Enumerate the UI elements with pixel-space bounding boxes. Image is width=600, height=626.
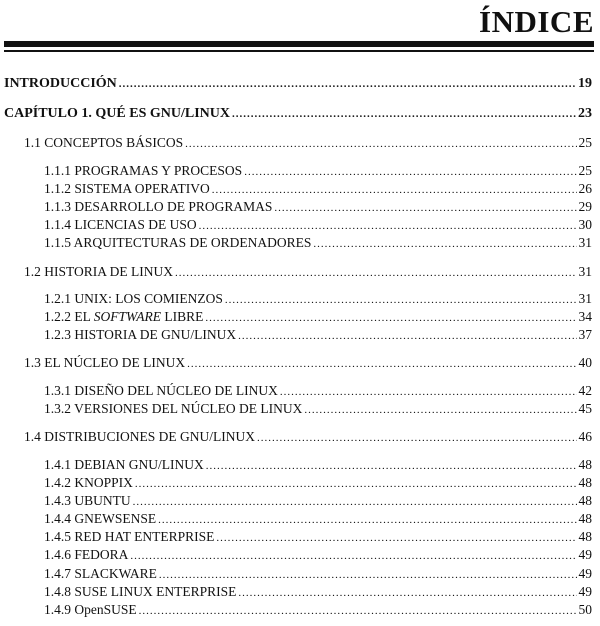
toc-entry-1-4[interactable] [24,429,592,445]
toc-entry-label: 1.4.8 SUSE LINUX ENTERPRISE [44,584,237,599]
toc-entry-1-1-5[interactable] [44,235,592,251]
toc-entry-1-2-2[interactable] [44,309,592,325]
toc-entry-label: 1.1.5 ARQUITECTURAS DE ORDENADORES [44,235,312,250]
toc-entry-label: 1.1.2 SISTEMA OPERATIVO [44,181,210,196]
dot-leader [216,533,576,544]
toc-entry-page: 49 [578,584,592,599]
toc-entry-label-italic: SOFTWARE [93,309,162,324]
dot-leader [232,109,576,120]
toc-entry-label: 1.2.1 UNIX: LOS COMIENZOS [44,291,223,306]
toc-entry-1-4-2[interactable] [44,475,592,491]
toc-entry-capitulo-1[interactable] [4,106,592,122]
toc-entry-1-4-5[interactable] [44,529,592,545]
toc-entry-page: 25 [578,135,592,150]
toc-entry-label: 1.4.2 KNOPPIX [44,475,133,490]
dot-leader [212,185,577,196]
dot-leader [158,515,576,526]
toc-entry-1-1-1[interactable] [44,163,592,179]
toc-entry-page: 31 [578,264,592,279]
toc-entry-page: 31 [578,291,592,306]
toc-entry-1-4-3[interactable] [44,493,592,509]
toc-entry-1-4-4[interactable] [44,511,592,527]
toc-entry-page: 50 [578,602,592,617]
toc-entry-page: 48 [578,457,592,472]
dot-leader [187,359,576,370]
title-rule-thin [4,50,594,52]
dot-leader [139,606,577,617]
dot-leader [244,167,576,178]
dot-leader [206,461,577,472]
toc-entry-label: 1.2.3 HISTORIA DE GNU/LINUX [44,327,237,342]
toc-entry-label: 1.1 CONCEPTOS BÁSICOS [24,135,184,150]
dot-leader [238,331,576,342]
dot-leader [274,203,576,214]
toc-entry-label-pre: 1.2.2 EL [44,309,94,324]
toc-entry-1-1-2[interactable] [44,181,592,197]
toc-entry-label: 1.2 HISTORIA DE LINUX [24,264,173,279]
toc-entry-1-2-1[interactable] [44,291,592,307]
toc-entry-page: 19 [578,76,592,91]
dot-leader [238,588,576,599]
toc-entry-1-1-3[interactable] [44,199,592,215]
toc-entry-label: INTRODUCCIÓN [4,76,117,91]
dot-leader [257,433,577,444]
toc-entry-label: 1.3.2 VERSIONES DEL NÚCLEO DE LINUX [44,401,303,416]
dot-leader [304,405,576,416]
toc-entry-label: 1.4.3 UBUNTU [44,493,131,508]
dot-leader [199,221,577,232]
toc-entry-page: 34 [578,309,592,324]
toc-entry-label: 1.4.9 OpenSUSE [44,602,137,617]
toc-entry-page: 45 [578,401,592,416]
dot-leader [175,268,577,279]
toc-entry-1-4-9[interactable] [44,602,592,618]
dot-leader [133,497,577,508]
toc-entry-1-4-6[interactable] [44,547,592,563]
toc-entry-1-2[interactable] [24,264,592,280]
dot-leader [185,139,576,150]
toc-entry-1-4-7[interactable] [44,566,592,582]
toc-entry-label-post: LIBRE [161,309,204,324]
toc-entry-page: 49 [578,566,592,581]
dot-leader [313,239,576,250]
toc-entry-page: 23 [578,106,592,121]
toc-entry-page: 31 [578,235,592,250]
toc-entry-1-2-3[interactable] [44,327,592,343]
toc-entry-page: 48 [578,529,592,544]
toc-entry-label: 1.4.5 RED HAT ENTERPRISE [44,529,215,544]
toc-entry-page: 37 [578,327,592,342]
toc-entry-page: 46 [578,429,592,444]
toc-entry-page: 40 [578,355,592,370]
toc-entry-label [44,309,203,325]
dot-leader [119,79,576,90]
toc-entry-1-3-1[interactable] [44,383,592,399]
toc-entry-page: 26 [578,181,592,196]
dot-leader [135,479,577,490]
toc-entry-1-3-2[interactable] [44,401,592,417]
toc-entry-page: 30 [578,217,592,232]
dot-leader [130,551,576,562]
dot-leader [159,570,577,581]
toc-entry-label: 1.3.1 DISEÑO DEL NÚCLEO DE LINUX [44,383,278,398]
toc-entry-page: 25 [578,163,592,178]
toc-entry-1-4-8[interactable] [44,584,592,600]
dot-leader [205,313,576,324]
toc-entry-page: 48 [578,493,592,508]
dot-leader [225,295,577,306]
toc-entry-1-1-4[interactable] [44,217,592,233]
toc-entry-label: 1.3 EL NÚCLEO DE LINUX [24,355,186,370]
toc-entry-label: 1.1.4 LICENCIAS DE USO [44,217,197,232]
toc-entry-page: 49 [578,547,592,562]
toc-entry-1-1[interactable] [24,135,592,151]
title-rule-thick [4,41,594,47]
toc-entry-introduccion[interactable] [4,76,592,92]
toc-entry-label: 1.1.3 DESARROLLO DE PROGRAMAS [44,199,273,214]
toc-entry-label: 1.4.6 FEDORA [44,547,129,562]
dot-leader [280,387,577,398]
toc-entry-label: CAPÍTULO 1. QUÉ ES GNU/LINUX [4,106,230,121]
toc-entry-1-4-1[interactable] [44,457,592,473]
toc-entry-label: 1.4 DISTRIBUCIONES DE GNU/LINUX [24,429,255,444]
toc-entry-page: 48 [578,475,592,490]
toc-entry-label: 1.1.1 PROGRAMAS Y PROCESOS [44,163,243,178]
page-title: ÍNDICE [479,4,594,39]
toc-entry-label: 1.4.1 DEBIAN GNU/LINUX [44,457,204,472]
toc-entry-1-3[interactable] [24,355,592,371]
toc-entry-label: 1.4.4 GNEWSENSE [44,511,157,526]
toc-entry-page: 48 [578,511,592,526]
toc-entry-page: 42 [578,383,592,398]
toc-entry-label: 1.4.7 SLACKWARE [44,566,157,581]
toc-entry-page: 29 [578,199,592,214]
